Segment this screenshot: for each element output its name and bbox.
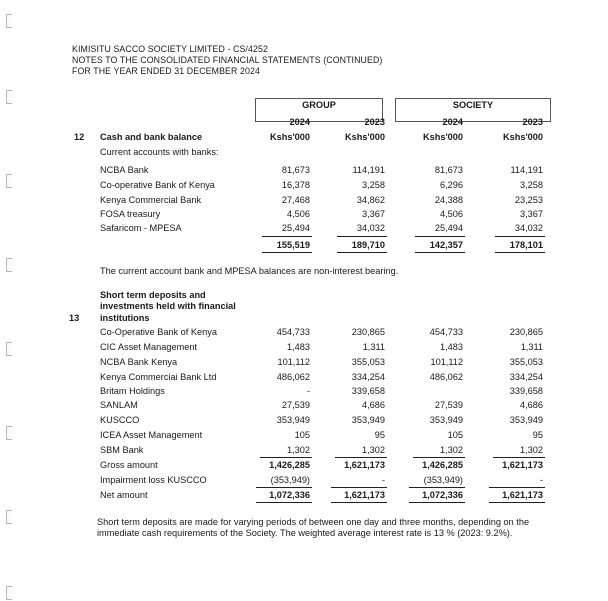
cell-value: 95 <box>374 430 385 440</box>
total-value: 178,101 <box>509 240 543 250</box>
gross-value: 1,621,173 <box>344 460 385 470</box>
total-rule <box>262 252 312 253</box>
punch-hole <box>6 258 12 272</box>
net-value: 1,072,336 <box>269 490 310 500</box>
cell-value: 230,865 <box>351 327 385 337</box>
row-label: Co-Operative Bank of Kenya <box>100 327 217 337</box>
impairment-value: (353,949) <box>423 475 463 485</box>
row-label: Kenya Commercial Bank <box>100 195 202 205</box>
cell-value: 105 <box>447 430 463 440</box>
cell-value: 4,686 <box>362 400 385 410</box>
cell-value: 355,053 <box>509 357 543 367</box>
note-12-subtitle: Current accounts with banks: <box>100 147 219 157</box>
cell-value: 114,191 <box>352 165 385 175</box>
note-13-title-line-3: institutions <box>100 313 150 323</box>
gross-value: 1,621,173 <box>502 460 543 470</box>
total-rule <box>489 502 545 503</box>
row-label: FOSA treasury <box>100 209 161 219</box>
punch-hole <box>6 342 12 356</box>
cell-value: 3,258 <box>362 180 385 190</box>
note-12-remark: The current account bank and MPESA balances are non-interest bearing. <box>100 266 399 276</box>
net-value: 1,621,173 <box>502 490 543 500</box>
cell-value: 1,311 <box>362 342 385 352</box>
cell-value: 486,062 <box>429 372 463 382</box>
impairment-value: - <box>539 475 543 485</box>
subtotal-rule <box>493 457 545 458</box>
row-label: CIC Asset Management <box>100 342 198 352</box>
gross-value: 1,426,285 <box>422 460 463 470</box>
total-value: 142,357 <box>429 240 463 250</box>
total-rule <box>495 252 545 253</box>
subtotal-rule <box>256 487 312 488</box>
cell-value: 1,302 <box>362 445 385 455</box>
cell-value: 34,032 <box>356 223 385 233</box>
cell-value: 353,949 <box>351 415 385 425</box>
cell-value: 353,949 <box>509 415 543 425</box>
net-value: 1,621,173 <box>344 490 385 500</box>
row-label: SBM Bank <box>100 445 144 455</box>
row-label: ICEA Asset Management <box>100 430 203 440</box>
cell-value: 25,494 <box>281 223 310 233</box>
cell-value: 27,468 <box>281 195 310 205</box>
binder-margin <box>6 0 18 601</box>
total-rule <box>331 502 387 503</box>
subtotal-rule <box>337 236 387 237</box>
row-label: Kenya Commerciai Bank Ltd <box>100 372 217 382</box>
total-rule <box>256 502 312 503</box>
subtotal-rule <box>489 487 545 488</box>
row-label: SANLAM <box>100 400 138 410</box>
subtotal-rule <box>409 487 465 488</box>
impairment-label: Impairment loss KUSCCO <box>100 475 207 485</box>
cell-value: 6,296 <box>440 180 463 190</box>
row-label: Safaricom - MPESA <box>100 223 182 233</box>
cell-value: 27,539 <box>281 400 310 410</box>
cell-value: 454,733 <box>276 327 310 337</box>
row-label: Britam Holdings <box>100 386 165 396</box>
cell-value: 4,686 <box>520 400 543 410</box>
cell-value: 353,949 <box>276 415 310 425</box>
cell-value: 34,032 <box>514 223 543 233</box>
cell-value: 1,483 <box>287 342 310 352</box>
cell-value: 339,658 <box>509 386 543 396</box>
gross-label: Gross amount <box>100 460 158 470</box>
column-year: 2023 <box>364 117 385 127</box>
impairment-value: - <box>381 475 385 485</box>
punch-hole <box>6 586 12 600</box>
cell-value: 27,539 <box>434 400 463 410</box>
cell-value: 1,302 <box>440 445 463 455</box>
group-heading: GROUP <box>302 100 336 110</box>
cell-value: 114,191 <box>510 165 543 175</box>
row-label: Co-operative Bank of Kenya <box>100 180 215 190</box>
column-year: 2024 <box>442 117 463 127</box>
cell-value: - <box>306 386 310 396</box>
cell-value: 3,367 <box>362 209 385 219</box>
company-name: KIMISITU SACCO SOCIETY LIMITED - CS/4252 <box>72 44 268 54</box>
subtotal-rule <box>335 457 387 458</box>
cell-value: 25,494 <box>434 223 463 233</box>
total-rule <box>415 252 465 253</box>
cell-value: 1,311 <box>520 342 543 352</box>
punch-hole <box>6 510 12 524</box>
cell-value: 105 <box>294 430 310 440</box>
cell-value: 101,112 <box>277 357 310 367</box>
cell-value: 486,062 <box>276 372 310 382</box>
cell-value: 34,862 <box>356 195 385 205</box>
cell-value: 16,378 <box>281 180 310 190</box>
cell-value: 1,483 <box>440 342 463 352</box>
cell-value: 101,112 <box>430 357 463 367</box>
column-unit: Kshs'000 <box>503 132 543 142</box>
note-13-footnote: Short term deposits are made for varying periods of between one day and three months, depending on the immediate cash requirements of the Society. The weighted average interest rate is 13 % (2023: 9.2%). <box>97 517 530 538</box>
row-label: NCBA Bank <box>100 165 149 175</box>
cell-value: 24,388 <box>434 195 463 205</box>
cell-value: 95 <box>532 430 543 440</box>
impairment-value: (353,949) <box>270 475 310 485</box>
cell-value: 355,053 <box>351 357 385 367</box>
subtotal-rule <box>260 457 312 458</box>
cell-value: 4,506 <box>287 209 310 219</box>
total-value: 189,710 <box>351 240 385 250</box>
subtotal-rule <box>415 236 465 237</box>
cell-value: 81,673 <box>281 165 310 175</box>
cell-value: 23,253 <box>514 195 543 205</box>
column-year: 2023 <box>522 117 543 127</box>
net-label: Net amount <box>100 490 148 500</box>
net-value: 1,072,336 <box>422 490 463 500</box>
note-13-title-line-2: investments held with financial <box>100 301 236 311</box>
gross-value: 1,426,285 <box>269 460 310 470</box>
cell-value: 353,949 <box>429 415 463 425</box>
column-unit: Kshs'000 <box>345 132 385 142</box>
note-13-title-line-1: Short term deposits and <box>100 290 206 300</box>
cell-value: 339,658 <box>351 386 385 396</box>
punch-hole <box>6 90 12 104</box>
cell-value: 3,367 <box>520 209 543 219</box>
cell-value: 334,254 <box>509 372 543 382</box>
row-label: KUSCCO <box>100 415 140 425</box>
note-13-number: 13 <box>69 313 80 323</box>
cell-value: 230,865 <box>509 327 543 337</box>
cell-value: 3,258 <box>520 180 543 190</box>
subtotal-rule <box>331 487 387 488</box>
row-label: NCBA Bank Kenya <box>100 357 178 367</box>
column-year: 2024 <box>289 117 310 127</box>
total-value: 155,519 <box>276 240 310 250</box>
punch-hole <box>6 426 12 440</box>
column-unit: Kshs'000 <box>423 132 463 142</box>
cell-value: 1,302 <box>287 445 310 455</box>
cell-value: 4,506 <box>440 209 463 219</box>
subtotal-rule <box>495 236 545 237</box>
punch-hole <box>6 14 12 28</box>
society-heading: SOCIETY <box>452 100 494 110</box>
cell-value: 334,254 <box>351 372 385 382</box>
cell-value: 81,673 <box>434 165 463 175</box>
total-rule <box>409 502 465 503</box>
note-12-number: 12 <box>74 132 85 142</box>
document-header <box>72 44 382 77</box>
period-title: FOR THE YEAR ENDED 31 DECEMBER 2024 <box>72 66 260 76</box>
subtotal-rule <box>413 457 465 458</box>
statement-title: NOTES TO THE CONSOLIDATED FINANCIAL STATEMENTS (CONTINUED) <box>72 55 383 65</box>
note-12-title: Cash and bank balance <box>100 132 203 142</box>
punch-hole <box>6 174 12 188</box>
subtotal-rule <box>262 236 312 237</box>
cell-value: 1,302 <box>520 445 543 455</box>
column-unit: Kshs'000 <box>270 132 310 142</box>
cell-value: 454,733 <box>429 327 463 337</box>
total-rule <box>337 252 387 253</box>
